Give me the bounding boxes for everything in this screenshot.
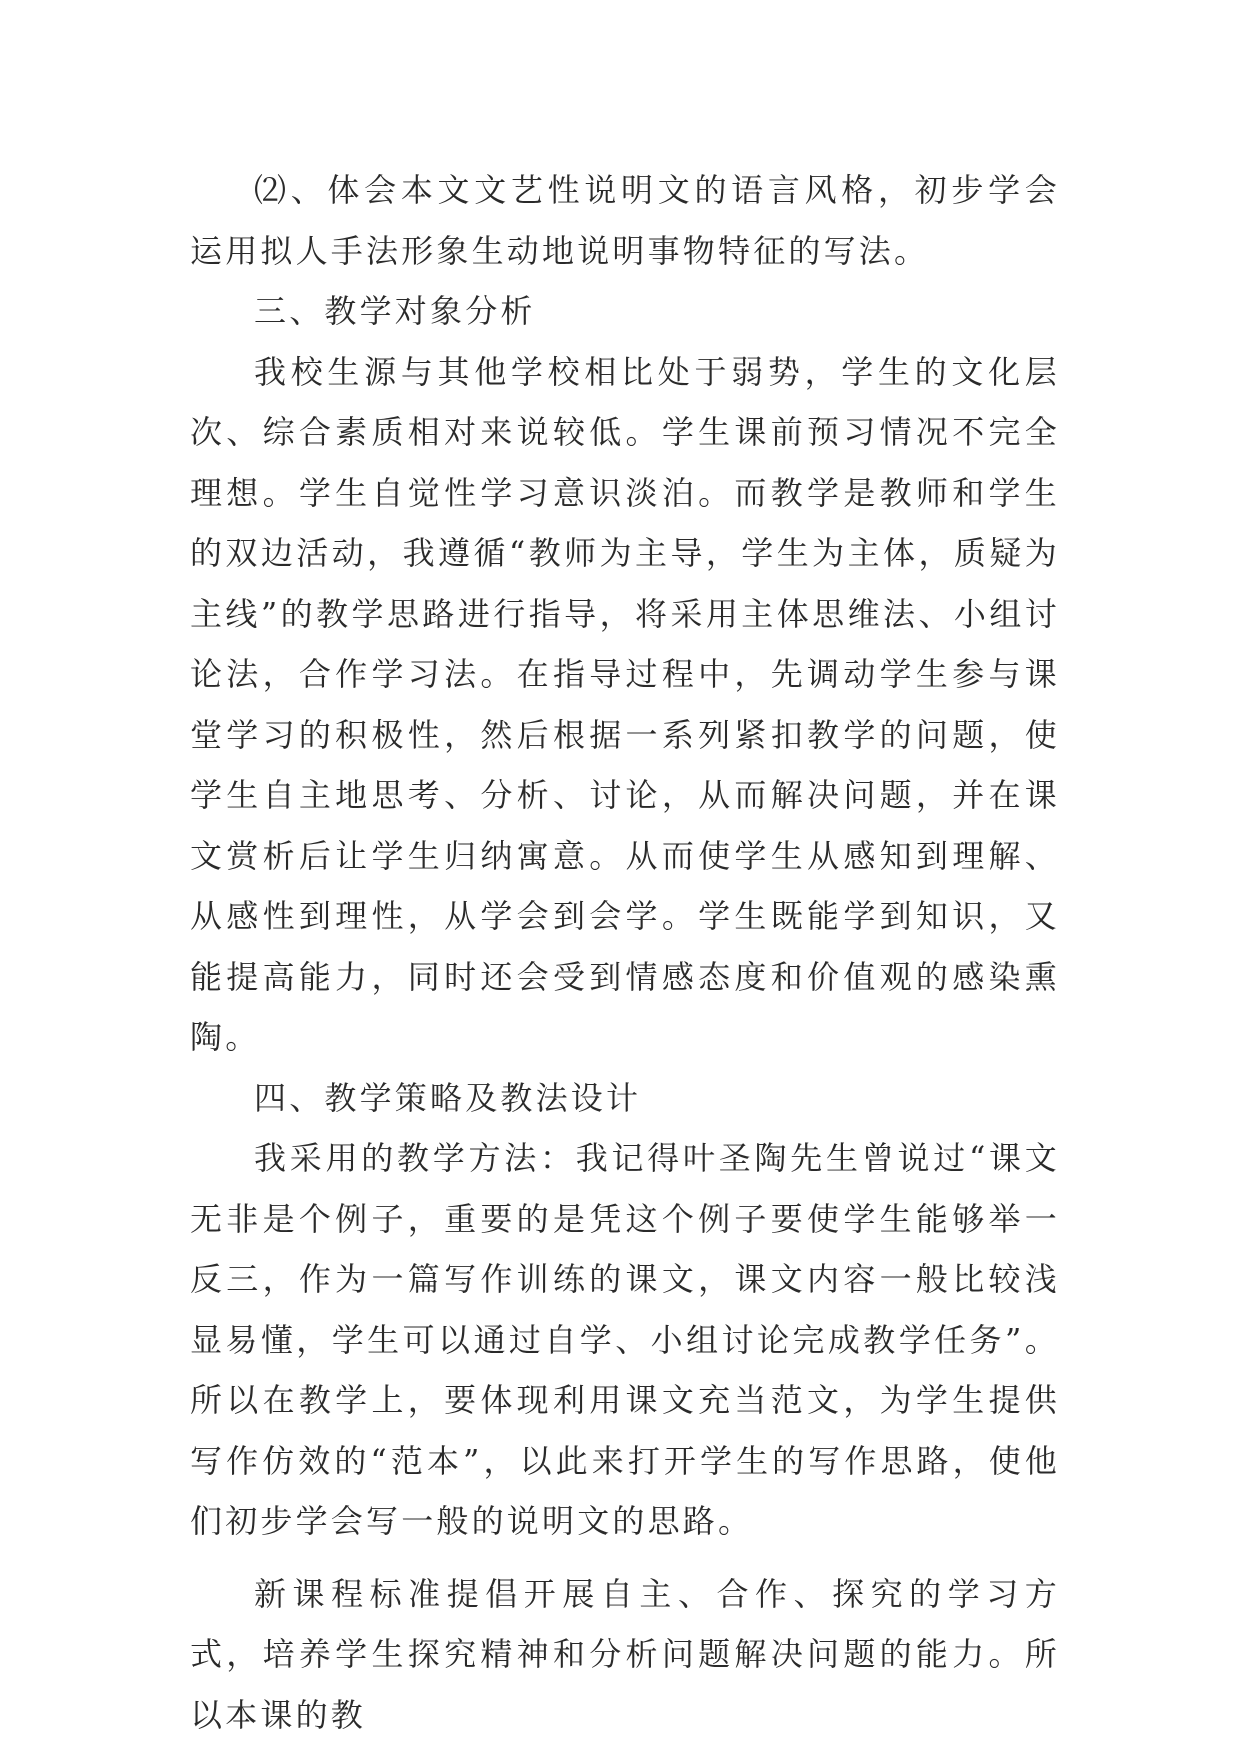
paragraph-teaching-method: 我采用的教学方法：我记得叶圣陶先生曾说过“课文无非是个例子，重要的是凭这个例子要使学生能够举一反三，作为一篇写作训练的课文，课文内容一般比较浅显易懂，学生可以通过自学、小组讨论完成教学任务”。所以在教学上，要体现利用课文充当范文，为学生提供写作仿效的“范本”，以此来打开学生的写作思路，使他们初步学会写一般的说明文的思路。 [190,1139,1060,1540]
section-heading-3: 三、教学对象分析 [254,292,536,330]
section-heading-4: 四、教学策略及教法设计 [254,1078,642,1117]
paragraph-student-analysis: 我校生源与其他学校相比处于弱势，学生的文化层次、综合素质相对来说较低。学生课前预习情况不完全理想。学生自觉性学习意识淡泊。而教学是教师和学生的双边活动，我遵循“教师为主导，学生为主体，质疑为主线”的教学思路进行指导，将采用主体思维法、小组讨论法，合作学习法。在指导过程中，先调动学生参与课堂学习的积极性，然后根据一系列紧扣教学的问题，使学生自主地思考、分析、讨论，从而解决问题，并在课文赏析后让学生归纳寓意。从而使学生从感知到理解、从感性到理性，从学会到会学。学生既能学到知识，又能提高能力，同时还会受到情感态度和价值观的感染熏陶。 [190,352,1060,1056]
document-body [190,160,1060,1745]
paragraph-new-curriculum: 新课程标准提倡开展自主、合作、探究的学习方式，培养学生探究精神和分析问题解决问题的能力。所以本课的教 [190,1574,1060,1734]
paragraph-objective-2: ⑵、体会本文文艺性说明文的语言风格，初步学会运用拟人手法形象生动地说明事物特征的写法。 [190,171,1060,270]
